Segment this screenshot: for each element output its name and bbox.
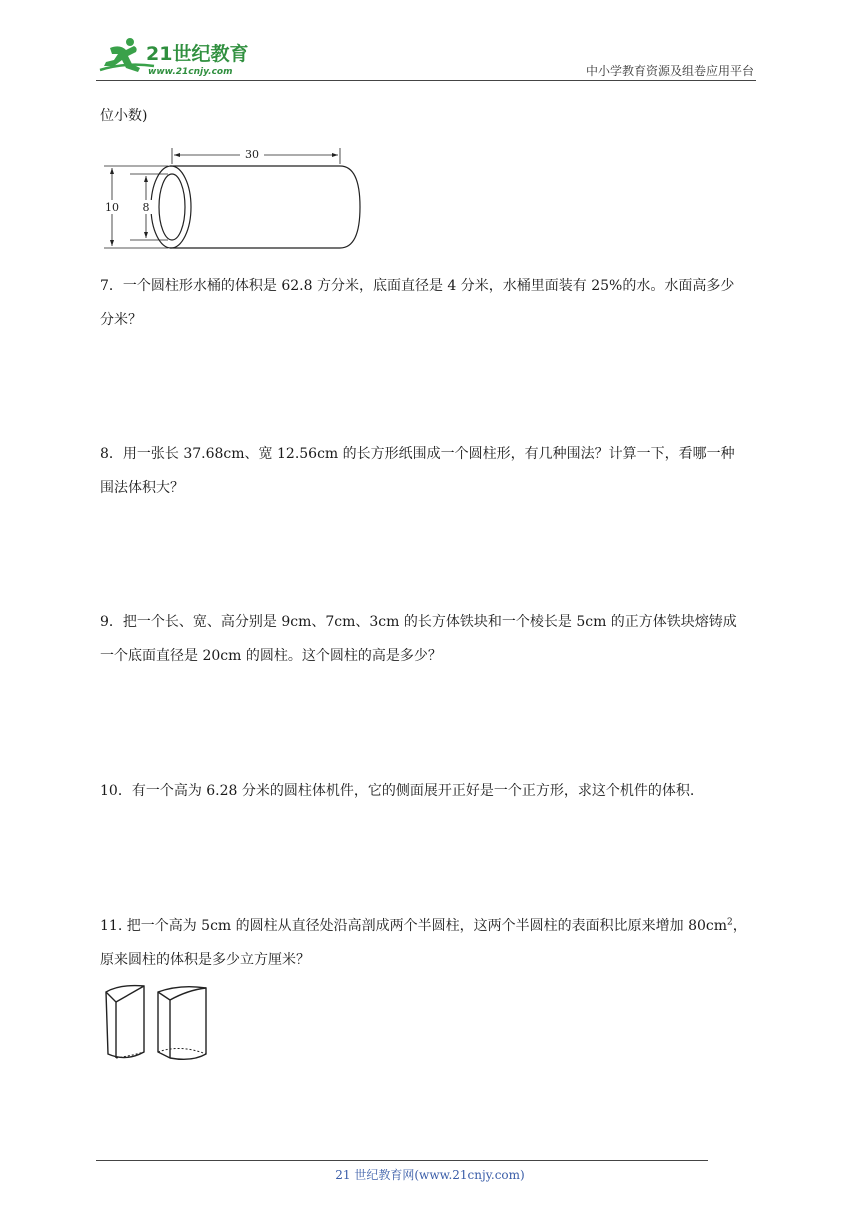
platform-name: 中小学教育资源及组卷应用平台 <box>585 64 754 78</box>
question-11-text: 11. 把一个高为 5cm 的圆柱从直径处沿高剖成两个半圆柱，这两个半圆柱的表面积比原来增加 80cm <box>100 918 728 934</box>
header-divider <box>96 80 756 81</box>
length-label: 30 <box>245 148 259 161</box>
question-11-line-1 <box>100 917 760 935</box>
question-11-line-2: 原来圆柱的体积是多少立方厘米？ <box>100 952 310 968</box>
inner-diameter-label: 8 <box>142 201 150 214</box>
question-9-line-1: 9．把一个长、宽、高分别是 9cm、7cm、3cm 的长方体铁块和一个棱长是 5cm 的正方体铁块熔铸成 <box>100 614 737 630</box>
footer-text: 21 世纪教育网(www.21cnjy.com) <box>335 1168 525 1182</box>
question-11-punct: ， <box>732 918 747 934</box>
question-10-line-1: 10．有一个高为 6.28 分米的圆柱体机件，它的侧面展开正好是一个正方形，求这个机件的体积. <box>100 783 695 799</box>
question-9-line-2: 一个底面直径是 20cm 的圆柱。这个圆柱的高是多少？ <box>100 648 442 664</box>
outer-diameter-label: 10 <box>105 201 119 214</box>
squared-superscript: 2 <box>727 917 733 928</box>
half-cylinders-figure <box>100 982 220 1064</box>
footer-divider <box>96 1160 708 1161</box>
question-8-line-2: 围法体积大？ <box>100 480 184 496</box>
question-7-line-2: 分米？ <box>100 312 142 328</box>
pipe-figure <box>100 140 370 260</box>
logo-url: www.21cnjy.com <box>148 67 233 77</box>
site-logo <box>96 36 256 80</box>
logo-text: 21世纪教育 <box>146 43 249 65</box>
question-6-tail: 位小数) <box>100 108 148 124</box>
question-7-line-1: 7．一个圆柱形水桶的体积是 62.8 方分米，底面直径是 4 分米，水桶里面装有 25%的水。水面高多少 <box>100 278 735 294</box>
question-8-line-1: 8．用一张长 37.68cm、宽 12.56cm 的长方形纸围成一个圆柱形，有几种围法？计算一下，看哪一种 <box>100 446 735 462</box>
